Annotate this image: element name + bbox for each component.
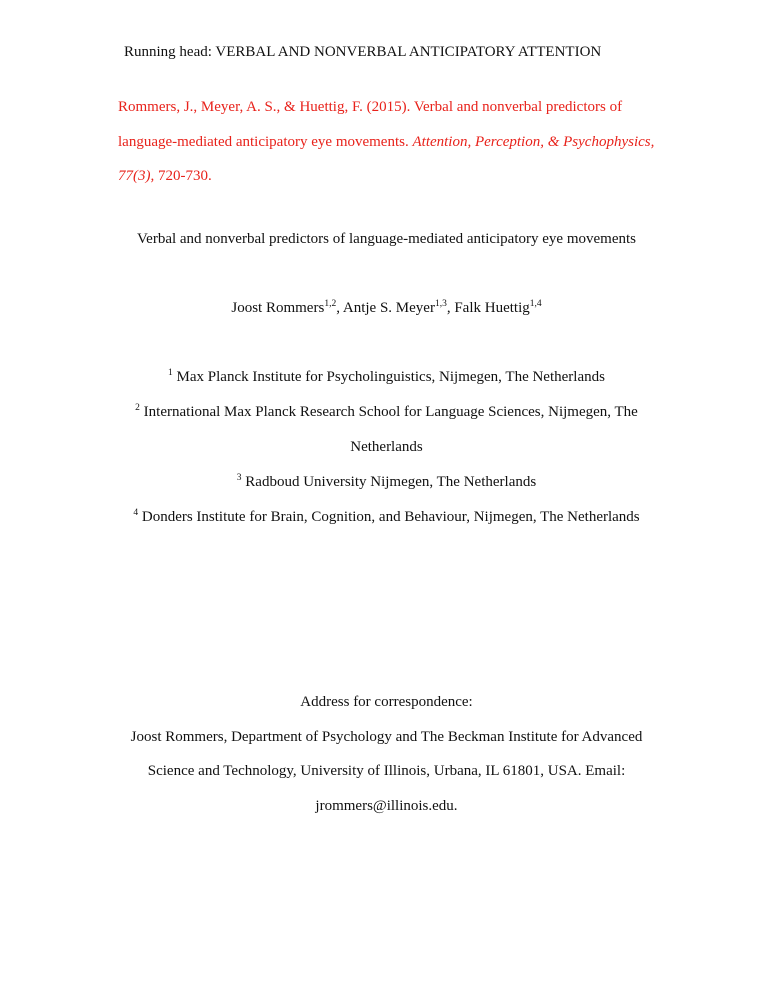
correspondence-email: jrommers@illinois.edu. <box>315 797 458 814</box>
correspondence-line-2: Science and Technology, University of Illinois, Urbana, IL 61801, USA. Email: <box>147 763 626 779</box>
affiliation-number: 3 <box>236 473 242 483</box>
affiliation-number: 4 <box>133 508 139 518</box>
author-affiliation-marker: 1,2 <box>324 299 337 309</box>
citation-pages: 720-730. <box>154 168 212 184</box>
citation-block <box>118 90 678 194</box>
author-separator: , <box>446 300 455 316</box>
affiliation-2 <box>0 404 773 421</box>
citation-journal: Attention, Perception, & Psychophysics, <box>412 133 655 150</box>
citation-volume: 77(3), <box>118 168 155 184</box>
correspondence-block <box>0 685 773 823</box>
affiliation-1 <box>0 369 773 386</box>
author-separator: , <box>336 300 343 316</box>
affiliation-text: Radboud University Nijmegen, The Netherlands <box>245 474 537 490</box>
author-affiliation-marker: 1,4 <box>529 299 542 309</box>
affiliation-text: Max Planck Institute for Psycholinguistics, Nijmegen, The Netherlands <box>176 369 605 385</box>
affiliation-number: 2 <box>135 403 140 413</box>
correspondence-heading: Address for correspondence: <box>300 694 473 710</box>
author-name: Falk Huettig <box>454 300 530 316</box>
affiliation-2-continuation: Netherlands <box>350 439 423 455</box>
author-name: Antje S. Meyer <box>342 300 435 316</box>
citation-line-2 <box>118 125 678 160</box>
affiliation-text: International Max Planck Research School for Language Sciences, Nijmegen, The <box>143 404 638 420</box>
author-list <box>0 300 773 317</box>
affiliation-number: 1 <box>168 368 173 378</box>
author-name: Joost Rommers <box>231 300 325 316</box>
citation-article-title-end: language-mediated anticipatory eye movements. <box>118 133 413 150</box>
affiliation-3 <box>0 474 773 491</box>
paper-title: Verbal and nonverbal predictors of language-mediated anticipatory eye movements <box>137 231 636 247</box>
author-affiliation-marker: 1,3 <box>434 299 447 309</box>
citation-line-1: Rommers, J., Meyer, A. S., & Huettig, F. (2015). Verbal and nonverbal predictors of <box>118 99 623 115</box>
citation-line-3 <box>118 159 678 194</box>
affiliation-text: Donders Institute for Brain, Cognition, and Behaviour, Nijmegen, The Netherlands <box>141 509 640 525</box>
running-head: Running head: VERBAL AND NONVERBAL ANTICIPATORY ATTENTION <box>124 44 602 60</box>
affiliation-4 <box>0 509 773 526</box>
correspondence-line-1: Joost Rommers, Department of Psychology and The Beckman Institute for Advanced <box>130 728 643 745</box>
